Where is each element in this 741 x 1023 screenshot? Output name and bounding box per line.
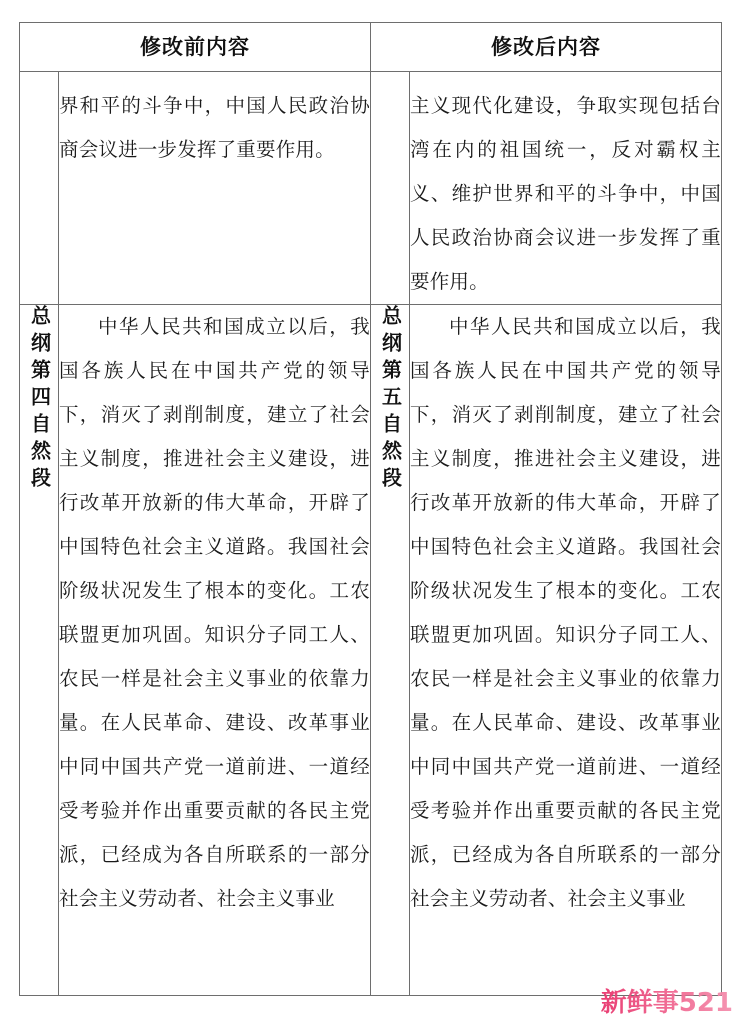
row-label-before bbox=[20, 305, 59, 996]
table-row bbox=[20, 305, 722, 996]
comparison-table bbox=[19, 22, 722, 996]
header-after-content: 修改后内容 bbox=[371, 23, 722, 72]
table-row bbox=[20, 72, 722, 305]
row-label-before-text: 总纲第四自然段 bbox=[27, 305, 52, 494]
row-content-before bbox=[59, 72, 371, 305]
paragraph-before: 界和平的斗争中，中国人民政治协商会议进一步发挥了重要作用。 bbox=[59, 94, 370, 161]
row-label-after bbox=[371, 305, 410, 996]
row-content-after bbox=[410, 72, 722, 305]
row-label-before bbox=[20, 72, 59, 305]
table-header-row bbox=[20, 23, 722, 72]
row-label-after bbox=[371, 72, 410, 305]
row-label-after-text: 总纲第五自然段 bbox=[378, 305, 403, 494]
paragraph-before: 中华人民共和国成立以后，我国各族人民在中国共产党的领导下，消灭了剥削制度，建立了社会主义制度，推进社会主义建设，进行改革开放新的伟大革命，开辟了中国特色社会主义道路。我国社会阶级状况发生了根本的变化。工农联盟更加巩固。知识分子同工人、农民一样是社会主义事业的依靠力量。在人民革命、建设、改革事业中同中国共产党一道前进、一道经受考验并作出重要贡献的各民主党派，已经成为各自所联系的一部分社会主义劳动者、社会主义事业 bbox=[59, 315, 370, 910]
watermark: 新鲜事521 bbox=[601, 982, 733, 1019]
header-before-content: 修改前内容 bbox=[20, 23, 371, 72]
row-content-after bbox=[410, 305, 722, 996]
row-content-before bbox=[59, 305, 371, 996]
paragraph-after: 中华人民共和国成立以后，我国各族人民在中国共产党的领导下，消灭了剥削制度，建立了社会主义制度，推进社会主义建设，进行改革开放新的伟大革命，开辟了中国特色社会主义道路。我国社会阶级状况发生了根本的变化。工农联盟更加巩固。知识分子同工人、农民一样是社会主义事业的依靠力量。在人民革命、建设、改革事业中同中国共产党一道前进、一道经受考验并作出重要贡献的各民主党派，已经成为各自所联系的一部分社会主义劳动者、社会主义事业 bbox=[410, 315, 721, 910]
paragraph-after: 主义现代化建设，争取实现包括台湾在内的祖国统一，反对霸权主义、维护世界和平的斗争中，中国人民政治协商会议进一步发挥了重要作用。 bbox=[410, 94, 721, 293]
